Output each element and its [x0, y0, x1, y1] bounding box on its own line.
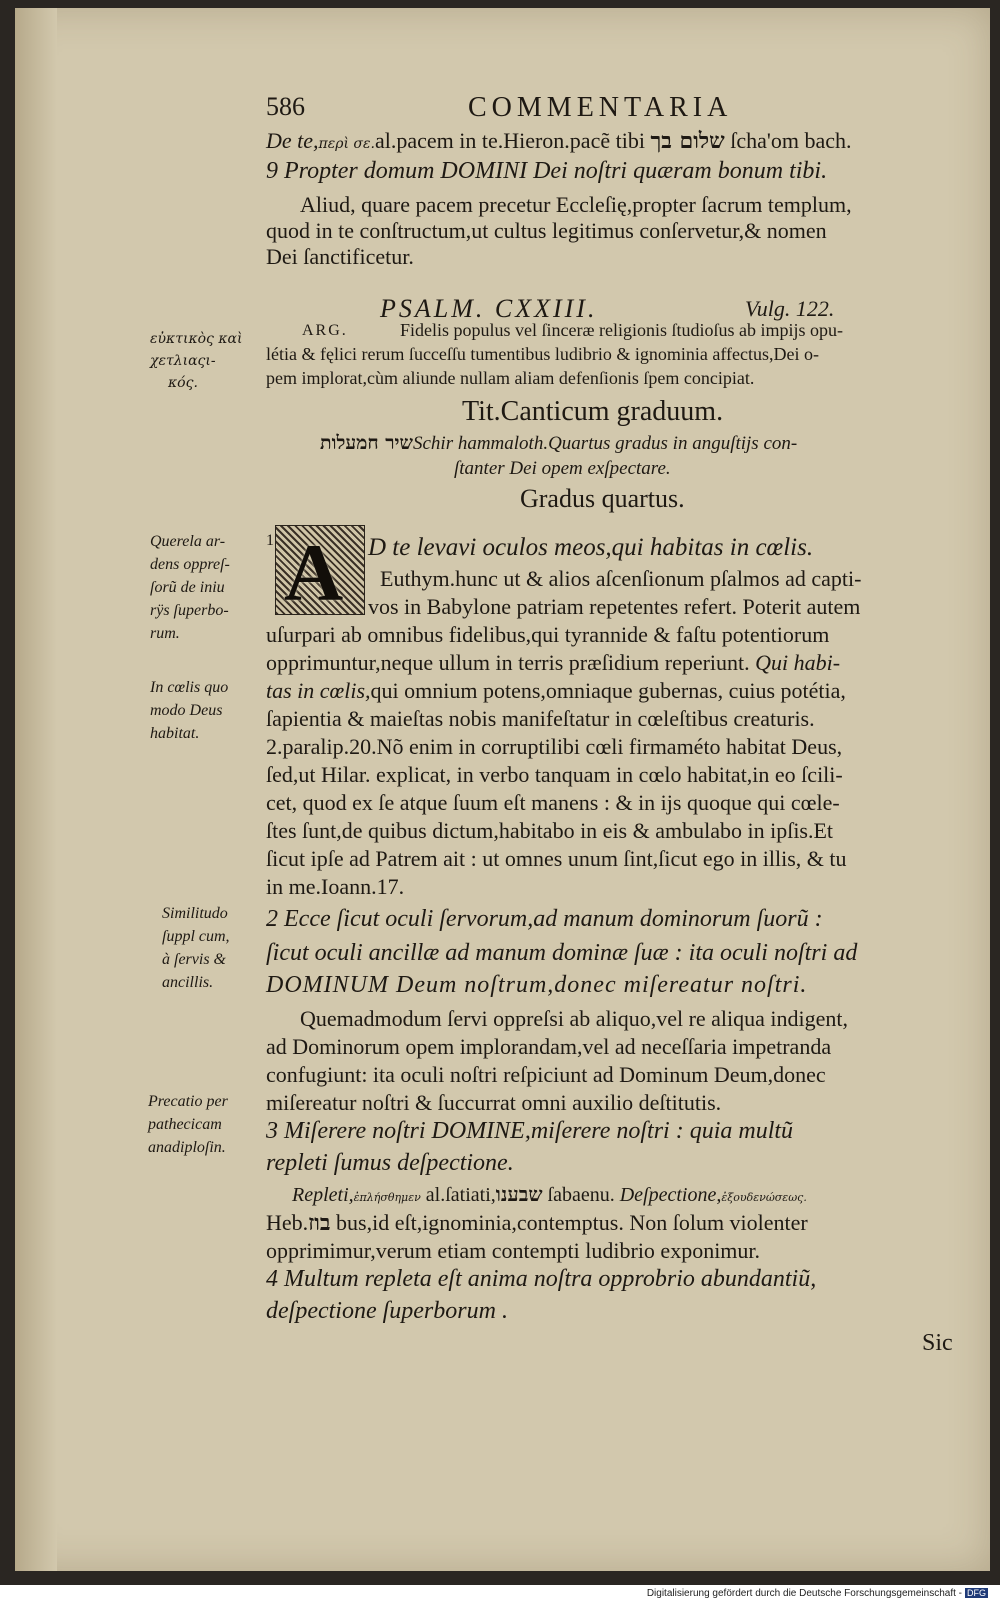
hebrew-text: שלום בך — [650, 128, 725, 154]
margin-line: ſuppl cum, — [162, 928, 230, 945]
text-line: pem implorat,cùm aliunde nullam aliam defenſionis ſpem concipiat. — [266, 368, 755, 388]
text-line: opprimimur,verum etiam contempti ludibrio exponimur. — [266, 1238, 761, 1263]
text-line: cet, quod ex ſe atque ſuum eſt manens : & in ijs quoque qui cœle- — [266, 790, 840, 815]
verse-1: D te levavi oculos meos,qui habitas in cœlis. — [368, 534, 814, 561]
text-line: quod in te conſtructum,ut cultus legitimus conſervetur,& nomen — [266, 218, 827, 243]
text-line: ſtanter Dei opem exſpectare. — [454, 458, 671, 479]
text-run: Heb. — [266, 1210, 309, 1235]
text-line: ſapientia & maieſtas nobis manifeſtatur in cœleſtibus creaturis. — [266, 706, 815, 731]
text-line: ad Dominorum opem implorandam,vel ad neceſſaria impetranda — [266, 1034, 832, 1059]
text-run: al.ſatiati, — [425, 1184, 496, 1206]
text-line: Fidelis populus vel ſinceræ religionis ſtudioſus ab impijs opu- — [400, 320, 843, 340]
margin-line: rÿs ſuperbo- — [150, 602, 229, 619]
decorated-initial — [275, 525, 365, 618]
margin-line: dens oppreſ- — [150, 556, 230, 573]
verse-number: 1 — [266, 532, 274, 549]
margin-note — [150, 328, 242, 394]
italic-text: Qui habi- — [755, 650, 841, 675]
greek-text: περὶ σε. — [318, 136, 375, 152]
initial-letter: A — [284, 527, 344, 618]
text-line: Aliud, quare pacem precetur Eccleſię,propter ſacrum templum, — [300, 192, 852, 217]
text-line: ſed,ut Hilar. explicat, in verbo tanquam in cœlo habitat,in eo ſcili- — [266, 762, 843, 787]
italic-text: Repleti, — [292, 1184, 354, 1206]
verse-9: 9 Propter domum DOMINI Dei noſtri quæram bonum tibi. — [266, 158, 828, 184]
hebrew-text: שיר חמעלות — [320, 432, 413, 454]
digitization-footer — [647, 1588, 988, 1599]
greek-text: ἐξουδενώσεως. — [721, 1191, 807, 1204]
text-run: opprimuntur,neque ullum in terris præſidium reperiunt. — [266, 650, 750, 675]
italic-text: tas in cœlis, — [266, 678, 371, 703]
page-gutter — [15, 8, 57, 1571]
text-run: qui omnium potens,omniaque gubernas, cuius potétia, — [370, 678, 846, 703]
margin-line: ancillis. — [162, 974, 214, 991]
text-line: miſereatur noſtri & ſuccurrat omni auxilio deſtitutis. — [266, 1090, 722, 1115]
italic-text: Deſpectione, — [619, 1184, 722, 1206]
margin-line: Querela ar- — [150, 533, 226, 550]
gradus-line: Gradus quartus. — [520, 484, 685, 513]
greek-text: χετλιαςι- — [150, 353, 216, 369]
argument-label: ARG. — [302, 322, 348, 339]
text-line: Dei ſanctificetur. — [266, 244, 414, 269]
margin-line: à ſervis & — [162, 951, 226, 968]
margin-line: Precatio per — [148, 1093, 228, 1110]
text-run: Schir hammaloth.Quartus gradus in anguſtijs con- — [412, 433, 798, 454]
verse-3: repleti ſumus deſpectione. — [266, 1150, 514, 1176]
text-line: ſtes ſunt,de quibus dictum,habitabo in eis & ambulabo in ipſis.Et — [266, 818, 834, 843]
verse-4: deſpectione ſuperborum . — [266, 1298, 508, 1324]
title-line: Tit.Canticum graduum. — [462, 396, 724, 427]
text-run: al.pacem in te.Hieron.pacẽ tibi — [374, 128, 645, 153]
text-run: ſabaenu. — [547, 1184, 615, 1206]
catchword: Sic — [922, 1330, 953, 1356]
footer-text: Digitalisierung gefördert durch die Deutsche Forschungsgemeinschaft - — [646, 1588, 962, 1599]
text-line: in me.Ioann.17. — [266, 874, 405, 899]
text-line — [266, 128, 851, 154]
verse-3: 3 Miſerere noſtri DOMINE,miſerere noſtri : quia multũ — [266, 1118, 794, 1144]
text-run: ſcha'om bach. — [730, 128, 852, 153]
margin-line: rum. — [150, 625, 180, 642]
hebrew-title-line — [320, 432, 797, 455]
text-line: Quemadmodum ſervi oppreſsi ab aliquo,vel re aliqua indigent, — [300, 1006, 849, 1031]
greek-text: κός. — [168, 375, 198, 391]
hebrew-text: בוז — [308, 1210, 331, 1236]
text-line: uſurpari ab omnibus fidelibus,qui tyrannide & faſtu potentiorum — [266, 622, 830, 647]
italic-text: De te, — [266, 128, 319, 153]
verse-4: 4 Multum repleta eſt anima noſtra opprobrio abundantiũ, — [266, 1266, 817, 1292]
verse-2: 2 Ecce ſicut oculi ſervorum,ad manum dominorum ſuorũ : — [266, 906, 823, 932]
margin-note — [148, 1090, 228, 1159]
text-line: vos in Babylone patriam repetentes refert. Poterit autem — [368, 594, 861, 619]
greek-text: εὐκτικὸς καὶ — [150, 331, 243, 347]
margin-note — [150, 530, 230, 645]
margin-line: modo Deus — [150, 702, 223, 719]
text-line — [266, 650, 840, 676]
text-line — [292, 1182, 807, 1207]
margin-line: anadiploſin. — [148, 1139, 226, 1156]
verse-2: ſicut oculi ancillæ ad manum dominæ ſuæ : ita oculi noſtri ad — [266, 940, 858, 966]
text-line — [266, 678, 846, 704]
hebrew-text: שבענו — [495, 1182, 543, 1206]
margin-line: Similitudo — [162, 905, 228, 922]
text-line: 2.paralip.20.Nõ enim in corruptilibi cœli firmaméto habitat Deus, — [266, 734, 843, 759]
text-line: confugiunt: ita oculi noſtri reſpiciunt ad Dominum Deum,donec — [266, 1062, 826, 1087]
vulgate-number: Vulg. 122. — [745, 296, 835, 321]
text-line — [266, 1210, 808, 1236]
page-number: 586 — [266, 92, 305, 121]
text-run: bus,id eſt,ignominia,contemptus. Non ſolum violenter — [336, 1210, 808, 1235]
verse-2: DOMINUM Deum noſtrum,donec miſereatur noſtri. — [266, 972, 808, 998]
text-line: létia & fęlici rerum ſucceſſu tumentibus ludibrio & ignominia affectus,Dei o- — [266, 344, 820, 364]
dfg-logo: DFG — [967, 1588, 986, 1598]
greek-text: ἐπλήσθημεν — [353, 1191, 421, 1204]
margin-line: pathecicam — [148, 1116, 222, 1133]
text-line: ſicut ipſe ad Patrem ait : ut omnes unum ſint,ſicut ego in illis, & tu — [266, 846, 847, 871]
margin-note — [162, 902, 230, 994]
running-title: COMMENTARIA — [468, 92, 733, 123]
margin-line: ſorũ de iniu — [150, 579, 225, 596]
text-line: Euthym.hunc ut & alios aſcenſionum pſalmos ad capti- — [380, 566, 862, 591]
margin-line: In cœlis quo — [150, 679, 229, 696]
margin-note — [150, 676, 228, 745]
margin-line: habitat. — [150, 725, 200, 742]
psalm-title: PSALM. CXXIII. — [380, 294, 598, 323]
